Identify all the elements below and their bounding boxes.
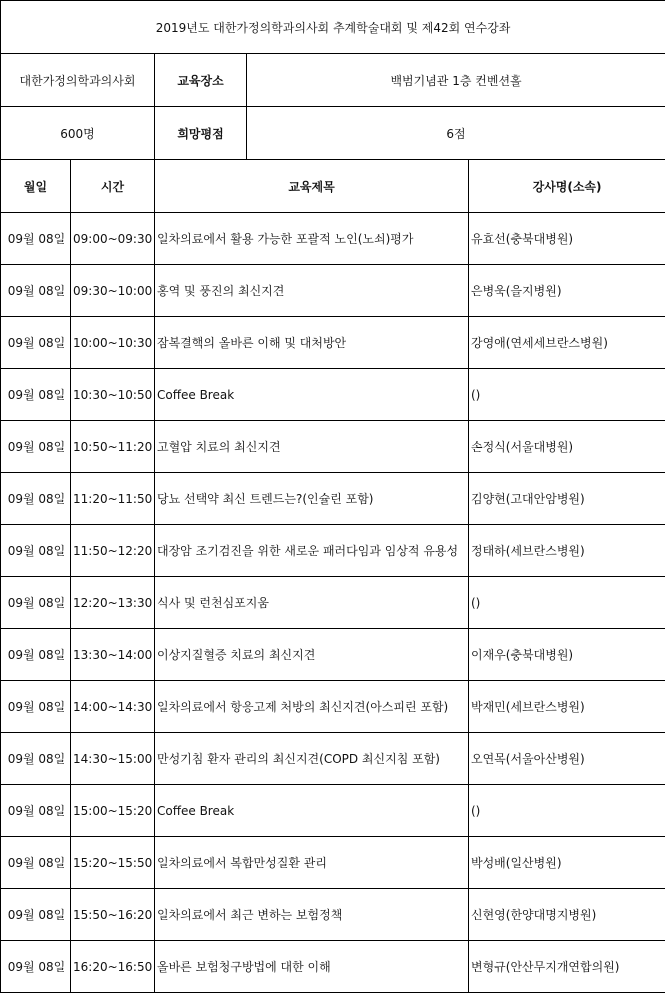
lecturer-cell: 변형규(안산무지개연합의원): [469, 941, 665, 993]
lecturer-cell: (): [469, 785, 665, 837]
lecturer-cell: 손정식(서울대병원): [469, 421, 665, 473]
topic-cell: 올바른 보험청구방법에 대한 이해: [155, 941, 469, 993]
table-row: [1, 265, 665, 317]
table-row: [1, 681, 665, 733]
time-cell: 15:20~15:50: [71, 837, 155, 889]
lecturer-cell: 이재우(충북대병원): [469, 629, 665, 681]
date-cell: 09월 08일: [1, 369, 71, 421]
time-cell: 14:00~14:30: [71, 681, 155, 733]
topic-cell: Coffee Break: [155, 369, 469, 421]
title-row: [1, 1, 665, 54]
time-cell: 09:00~09:30: [71, 213, 155, 265]
table-row: [1, 421, 665, 473]
lecturer-cell: 오연목(서울아산병원): [469, 733, 665, 785]
lecturer-cell: 은병욱(을지병원): [469, 265, 665, 317]
time-cell: 09:30~10:00: [71, 265, 155, 317]
organizer-cell: 대한가정의학과의사회: [1, 54, 155, 107]
time-cell: 15:00~15:20: [71, 785, 155, 837]
table-row: [1, 525, 665, 577]
table-row: [1, 733, 665, 785]
time-cell: 14:30~15:00: [71, 733, 155, 785]
topic-cell: 당뇨 선택약 최신 트렌드는?(인슐린 포함): [155, 473, 469, 525]
capacity-row: [1, 107, 665, 160]
lecturer-cell: 유효선(충북대병원): [469, 213, 665, 265]
topic-cell: 일차의료에서 항응고제 처방의 최신지견(아스피린 포함): [155, 681, 469, 733]
table-row: [1, 577, 665, 629]
lecturer-cell: 신현영(한양대명지병원): [469, 889, 665, 941]
time-cell: 16:20~16:50: [71, 941, 155, 993]
table-row: [1, 629, 665, 681]
time-cell: 15:50~16:20: [71, 889, 155, 941]
table-row: [1, 369, 665, 421]
date-cell: 09월 08일: [1, 733, 71, 785]
time-cell: 11:20~11:50: [71, 473, 155, 525]
table-row: [1, 941, 665, 993]
topic-cell: 일차의료에서 복합만성질환 관리: [155, 837, 469, 889]
date-cell: 09월 08일: [1, 213, 71, 265]
column-header-row: [1, 160, 665, 213]
topic-cell: 일차의료에서 최근 변하는 보험정책: [155, 889, 469, 941]
time-cell: 10:00~10:30: [71, 317, 155, 369]
venue-row: [1, 54, 665, 107]
time-cell: 10:30~10:50: [71, 369, 155, 421]
topic-cell: 식사 및 런천심포지움: [155, 577, 469, 629]
topic-cell: Coffee Break: [155, 785, 469, 837]
lecturer-cell: (): [469, 577, 665, 629]
topic-cell: 만성기침 환자 관리의 최신지견(COPD 최신지침 포함): [155, 733, 469, 785]
points-label: 희망평점: [155, 107, 247, 160]
table-row: [1, 317, 665, 369]
date-cell: 09월 08일: [1, 681, 71, 733]
date-cell: 09월 08일: [1, 629, 71, 681]
lecturer-cell: 김양현(고대안암병원): [469, 473, 665, 525]
topic-cell: 대장암 조기검진을 위한 새로운 패러다임과 임상적 유용성: [155, 525, 469, 577]
date-cell: 09월 08일: [1, 473, 71, 525]
lecturer-cell: 박재민(세브란스병원): [469, 681, 665, 733]
time-cell: 11:50~12:20: [71, 525, 155, 577]
date-cell: 09월 08일: [1, 525, 71, 577]
venue-value: 백범기념관 1층 컨벤션홀: [247, 54, 665, 107]
time-cell: 10:50~11:20: [71, 421, 155, 473]
topic-cell: 홍역 및 풍진의 최신지견: [155, 265, 469, 317]
table-row: [1, 213, 665, 265]
header-topic: 교육제목: [155, 160, 469, 213]
header-time: 시간: [71, 160, 155, 213]
date-cell: 09월 08일: [1, 785, 71, 837]
table-row: [1, 785, 665, 837]
table-row: [1, 837, 665, 889]
topic-cell: 이상지질혈증 치료의 최신지견: [155, 629, 469, 681]
date-cell: 09월 08일: [1, 941, 71, 993]
topic-cell: 일차의료에서 활용 가능한 포괄적 노인(노쇠)평가: [155, 213, 469, 265]
date-cell: 09월 08일: [1, 265, 71, 317]
table-row: [1, 889, 665, 941]
date-cell: 09월 08일: [1, 317, 71, 369]
time-cell: 12:20~13:30: [71, 577, 155, 629]
date-cell: 09월 08일: [1, 421, 71, 473]
page-title: 2019년도 대한가정의학과의사회 추계학술대회 및 제42회 연수강좌: [1, 1, 665, 54]
lecturer-cell: 강영애(연세세브란스병원): [469, 317, 665, 369]
date-cell: 09월 08일: [1, 577, 71, 629]
topic-cell: 잠복결핵의 올바른 이해 및 대처방안: [155, 317, 469, 369]
capacity-cell: 600명: [1, 107, 155, 160]
date-cell: 09월 08일: [1, 837, 71, 889]
venue-label: 교육장소: [155, 54, 247, 107]
header-lecturer: 강사명(소속): [469, 160, 665, 213]
date-cell: 09월 08일: [1, 889, 71, 941]
lecturer-cell: (): [469, 369, 665, 421]
table-row: [1, 473, 665, 525]
lecturer-cell: 박성배(일산병원): [469, 837, 665, 889]
topic-cell: 고혈압 치료의 최신지견: [155, 421, 469, 473]
header-date: 월일: [1, 160, 71, 213]
time-cell: 13:30~14:00: [71, 629, 155, 681]
points-value: 6점: [247, 107, 665, 160]
lecturer-cell: 정태하(세브란스병원): [469, 525, 665, 577]
